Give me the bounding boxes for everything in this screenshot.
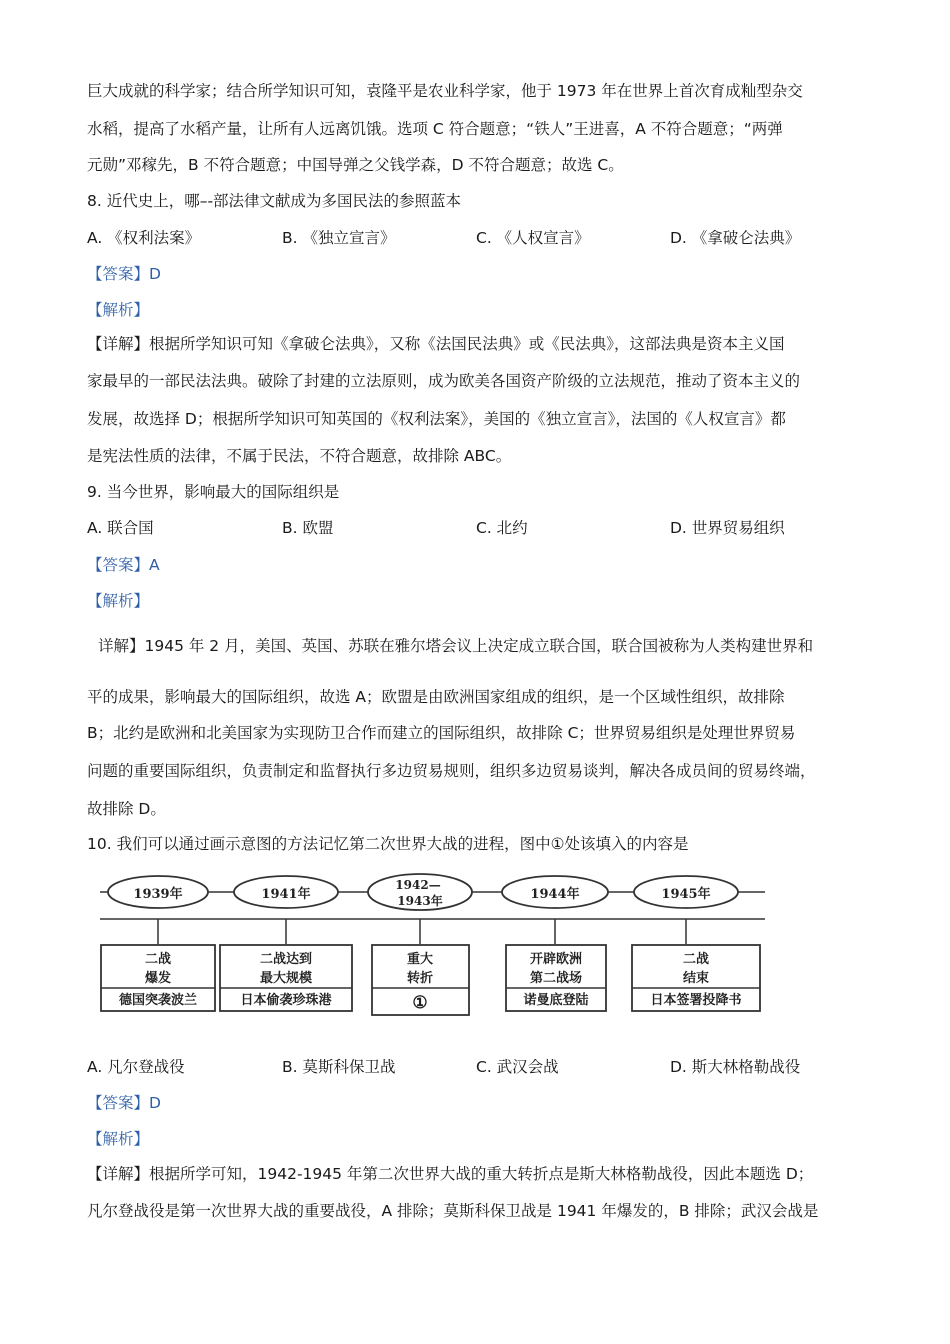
q9-option-a: A. 联合国 bbox=[87, 519, 154, 537]
blank-marker-1: ① bbox=[412, 993, 428, 1013]
q10-answer: 【答案】D bbox=[87, 1094, 161, 1112]
q8-option-c: C. 《人权宣言》 bbox=[476, 229, 590, 247]
event-box-1-line-1: 二战 bbox=[144, 952, 172, 967]
q10-option-b: B. 莫斯科保卫战 bbox=[282, 1058, 396, 1076]
ww2-timeline-diagram bbox=[100, 872, 765, 1017]
q9-detail-4: 问题的重要国际组织，负责制定和监督执行多边贸易规则，组织多边贸易谈判，解决各成员间的贸易终端， bbox=[87, 762, 816, 780]
q9-question: 9. 当今世界，影响最大的国际组织是 bbox=[87, 483, 340, 501]
q9-detail-2: 平的成果，影响最大的国际组织，故选 A；欧盟是由欧洲国家组成的组织，是一个区域性组织，故排除 bbox=[87, 688, 785, 706]
q8-option-b: B. 《独立宣言》 bbox=[282, 229, 396, 247]
event-box-1-label: 德国突袭波兰 bbox=[118, 993, 198, 1008]
q9-option-d: D. 世界贸易组织 bbox=[670, 519, 785, 537]
event-box-2-line-1: 二战达到 bbox=[259, 952, 313, 967]
q10-analysis-label: 【解析】 bbox=[87, 1130, 150, 1148]
q8-option-d: D. 《拿破仑法典》 bbox=[670, 229, 801, 247]
year-label-1944: 1944年 bbox=[530, 887, 580, 902]
q8-analysis-label: 【解析】 bbox=[87, 301, 150, 319]
event-box-3-line-1: 重大 bbox=[406, 952, 434, 967]
year-label-1943: 1943年 bbox=[397, 894, 443, 908]
q9-detail-1: 详解】1945 年 2 月，美国、英国、苏联在雅尔塔会议上决定成立联合国，联合国被称为人类构建世界和 bbox=[98, 637, 814, 655]
q9-detail-5: 故排除 D。 bbox=[87, 800, 166, 818]
q8-detail-2: 家最早的一部民法法典。破除了封建的立法原则，成为欧美各国资产阶级的立法规范，推动了资本主义的 bbox=[87, 372, 801, 390]
q10-question: 10. 我们可以通过画示意图的方法记忆第二次世界大战的进程，图中①处该填入的内容是 bbox=[87, 835, 689, 853]
event-box-2-line-2: 最大规模 bbox=[259, 971, 313, 986]
q9-detail-3: B；北约是欧洲和北美国家为实现防卫合作而建立的国际组织，故排除 C；世界贸易组织是处理世界贸易 bbox=[87, 724, 796, 742]
q10-option-d: D. 斯大林格勒战役 bbox=[670, 1058, 801, 1076]
q10-detail-1: 【详解】根据所学可知，1942-1945 年第二次世界大战的重大转折点是斯大林格勒战役，因此本题选 D； bbox=[87, 1165, 814, 1183]
intro-line-1: 巨大成就的科学家；结合所学知识可知，袁隆平是农业科学家，他于 1973 年在世界上首次育成籼型杂交 bbox=[87, 82, 803, 100]
year-label-1942: 1942— bbox=[395, 878, 441, 892]
event-box-3-line-2: 转折 bbox=[406, 971, 434, 986]
event-box-5-line-1: 二战 bbox=[682, 952, 710, 967]
q9-option-c: C. 北约 bbox=[476, 519, 528, 537]
event-box-4-label: 诺曼底登陆 bbox=[523, 993, 589, 1008]
q10-option-c: C. 武汉会战 bbox=[476, 1058, 559, 1076]
year-label-1945: 1945年 bbox=[661, 887, 711, 902]
event-box-1-line-2: 爆发 bbox=[144, 971, 172, 986]
year-label-1941: 1941年 bbox=[261, 887, 311, 902]
intro-line-3: 元勋”邓稼先，B 不符合题意；中国导弹之父钱学森，D 不符合题意；故选 C。 bbox=[87, 156, 624, 174]
q10-detail-2: 凡尔登战役是第一次世界大战的重要战役，A 排除；莫斯科保卫战是 1941 年爆发的，B 排除；武汉会战是 bbox=[87, 1202, 819, 1220]
event-box-4-line-1: 开辟欧洲 bbox=[529, 952, 583, 967]
event-box-5-label: 日本签署投降书 bbox=[650, 993, 742, 1008]
q8-question: 8. 近代史上，哪–-部法律文献成为多国民法的参照蓝本 bbox=[87, 192, 462, 210]
q8-answer: 【答案】D bbox=[87, 265, 161, 283]
q9-option-b: B. 欧盟 bbox=[282, 519, 334, 537]
q8-option-a: A. 《权利法案》 bbox=[87, 229, 201, 247]
q10-option-a: A. 凡尔登战役 bbox=[87, 1058, 185, 1076]
q9-analysis-label: 【解析】 bbox=[87, 592, 150, 610]
event-box-5-line-2: 结束 bbox=[682, 971, 710, 986]
event-box-2-label: 日本偷袭珍珠港 bbox=[240, 993, 332, 1008]
q8-detail-3: 发展，故选择 D；根据所学知识可知英国的《权利法案》，美国的《独立宣言》，法国的《人权宣言》都 bbox=[87, 410, 786, 428]
q8-detail-1: 【详解】根据所学知识可知《拿破仑法典》，又称《法国民法典》或《民法典》，这部法典是资本主义国 bbox=[87, 335, 785, 353]
q9-answer: 【答案】A bbox=[87, 556, 160, 574]
q8-detail-4: 是宪法性质的法律，不属于民法，不符合题意，故排除 ABC。 bbox=[87, 447, 512, 465]
year-label-1939: 1939年 bbox=[133, 887, 183, 902]
event-box-4-line-2: 第二战场 bbox=[529, 971, 583, 986]
intro-line-2: 水稻，提高了水稻产量，让所有人远离饥饿。选项 C 符合题意；“铁人”王进喜，A 不符合题意；“两弹 bbox=[87, 120, 783, 138]
